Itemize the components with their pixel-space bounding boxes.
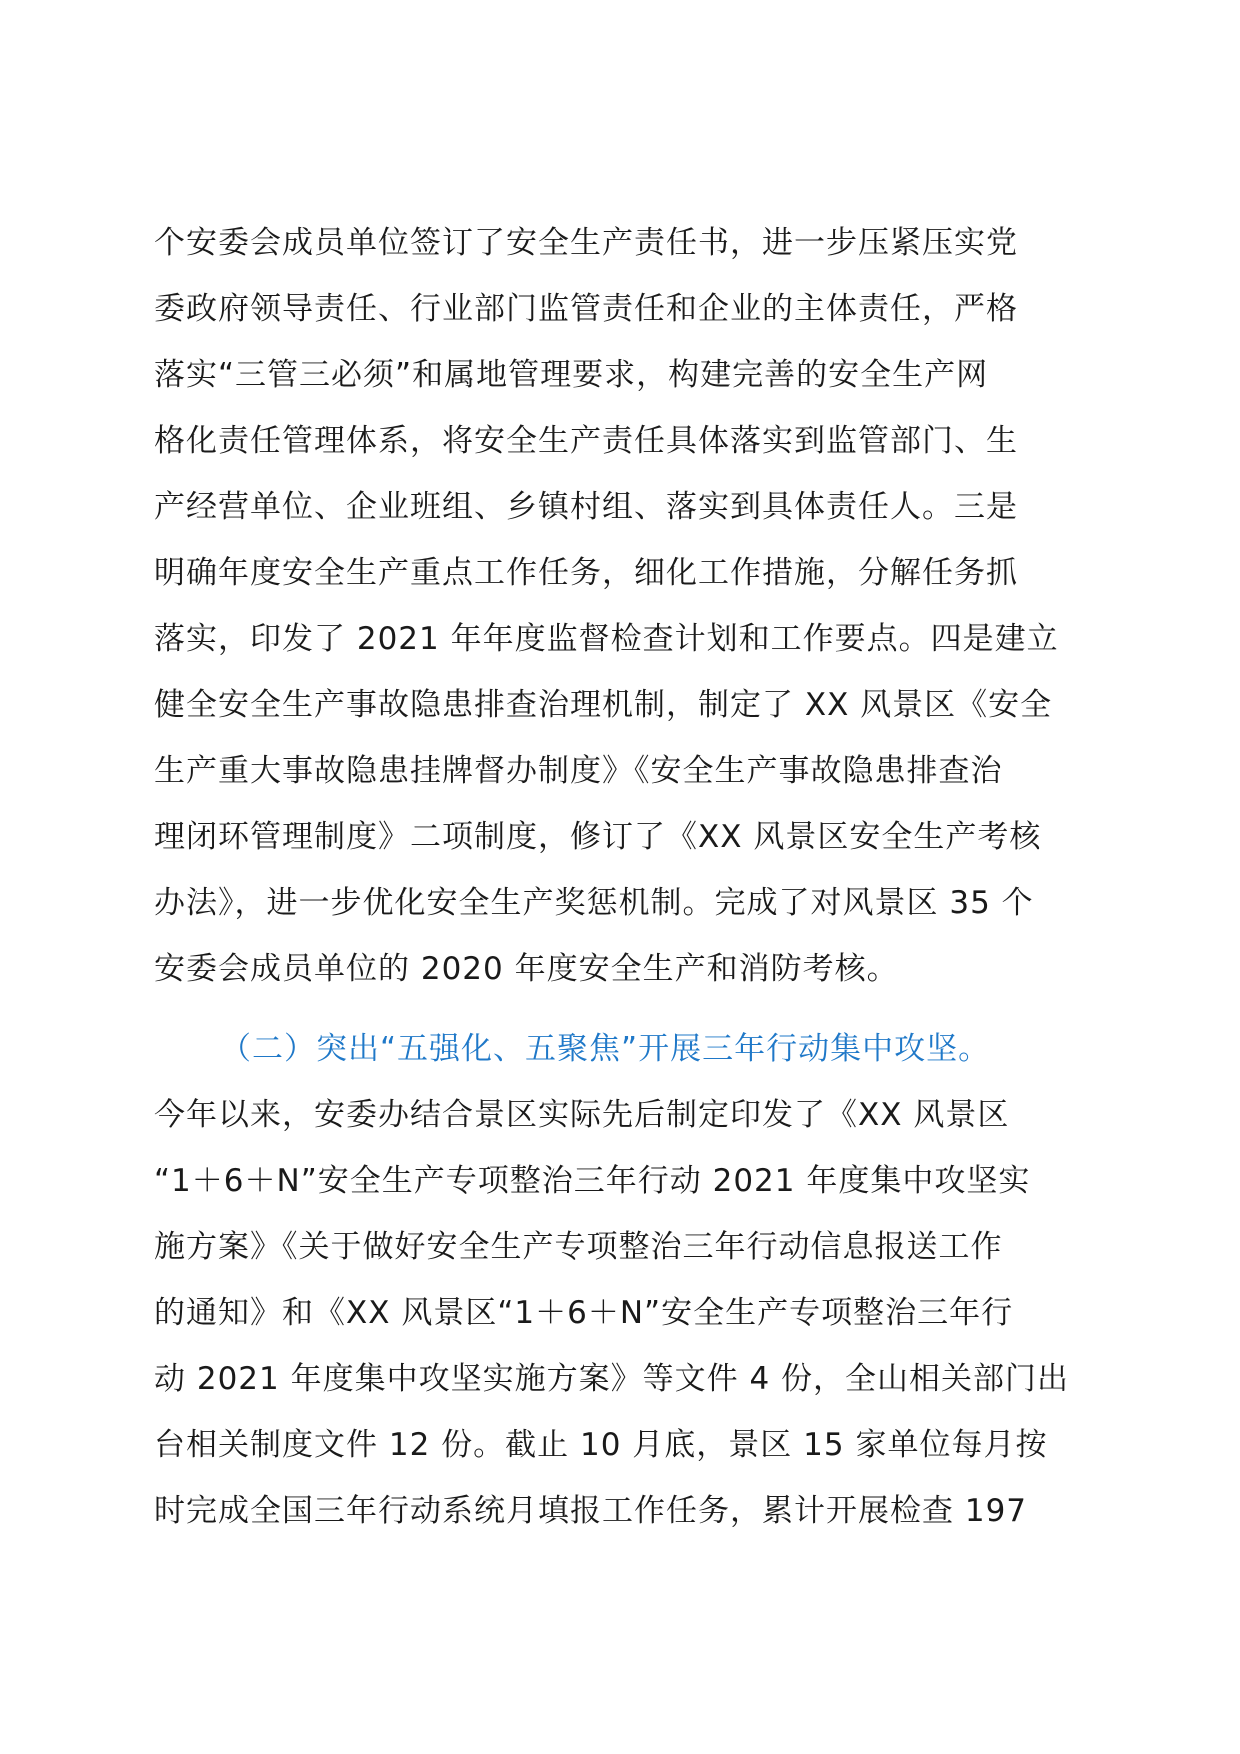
paragraph-three-year-action — [154, 1082, 1094, 1544]
paragraph-line: 落实“三管三必须”和属地管理要求，构建完善的安全生产网 — [154, 357, 989, 393]
paragraph-line: 落实，印发了 2021 年年度监督检查计划和工作要点。四是建立 — [154, 621, 1059, 657]
paragraph-line: 办法》，进一步优化安全生产奖惩机制。完成了对风景区 35 个 — [154, 885, 1034, 921]
paragraph-line: 时完成全国三年行动系统月填报工作任务，累计开展检查 197 — [154, 1493, 1028, 1529]
paragraph-line: 施方案》《关于做好安全生产专项整治三年行动信息报送工作 — [154, 1229, 1003, 1265]
paragraph-responsibility — [154, 210, 1094, 1002]
paragraph-line: 明确年度安全生产重点工作任务，细化工作措施，分解任务抓 — [154, 555, 1018, 591]
paragraph-line: 台相关制度文件 12 份。截止 10 月底，景区 15 家单位每月按 — [154, 1427, 1048, 1463]
paragraph-line: “1＋6＋N”安全生产专项整治三年行动 2021 年度集中攻坚实 — [154, 1163, 1031, 1199]
paragraph-spacer — [154, 1002, 1094, 1016]
paragraph-line: 生产重大事故隐患挂牌督办制度》《安全生产事故隐患排查治 — [154, 753, 1003, 789]
paragraph-line: 产经营单位、企业班组、乡镇村组、落实到具体责任人。三是 — [154, 489, 1018, 525]
paragraph-line: 安委会成员单位的 2020 年度安全生产和消防考核。 — [154, 951, 899, 987]
paragraph-line: 理闭环管理制度》二项制度，修订了《XX 风景区安全生产考核 — [154, 819, 1042, 855]
paragraph-line: 健全安全生产事故隐患排查治理机制，制定了 XX 风景区《安全 — [154, 687, 1053, 723]
paragraph-line: 委政府领导责任、行业部门监管责任和企业的主体责任，严格 — [154, 291, 1018, 327]
paragraph-line: 今年以来，安委办结合景区实际先后制定印发了《XX 风景区 — [154, 1097, 1010, 1133]
paragraph-line: 动 2021 年度集中攻坚实施方案》等文件 4 份，全山相关部门出 — [154, 1361, 1070, 1397]
paragraph-line: 格化责任管理体系，将安全生产责任具体落实到监管部门、生 — [154, 423, 1018, 459]
section-heading: （二）突出“五强化、五聚焦”开展三年行动集中攻坚。 — [220, 1031, 991, 1067]
paragraph-line: 的通知》和《XX 风景区“1＋6＋N”安全生产专项整治三年行 — [154, 1295, 1014, 1331]
paragraph-line: 个安委会成员单位签订了安全生产责任书，进一步压紧压实党 — [154, 225, 1018, 261]
document-body — [154, 210, 1094, 1544]
